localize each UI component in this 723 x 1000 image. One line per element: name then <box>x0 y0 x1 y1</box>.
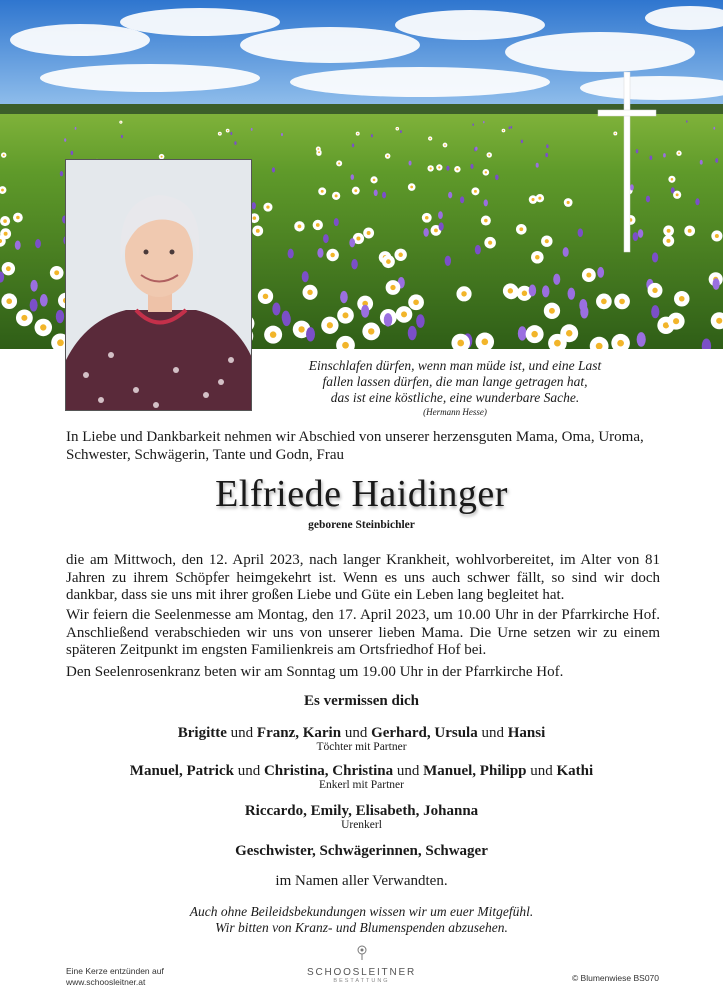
conjunction: und <box>396 763 420 779</box>
mourner-name: Manuel, Patrick <box>129 763 234 779</box>
mourner-name: Christina, Christina <box>263 763 394 779</box>
quote-line: das ist eine köstliche, eine wunderbare Sache. <box>330 390 580 405</box>
mourners-siblings <box>0 842 723 860</box>
mourner-name: Gerhard, Ursula <box>371 725 478 741</box>
conjunction: und <box>344 725 368 741</box>
mourner-role: Enkerl mit Partner <box>319 779 404 791</box>
image-credit: © Blumenwiese BS070 <box>571 973 659 983</box>
logo-name: SCHOOSLEITNER <box>307 967 416 978</box>
mourner-role: Töchter mit Partner <box>316 741 407 753</box>
mourner-name: Riccardo, Emily, Elisabeth, Johanna <box>244 803 479 819</box>
deceased-name: Elfriede Haidinger <box>215 473 508 515</box>
intro-text: In Liebe und Dankbarkeit nehmen wir Abschied von unserer herzensguten Mama, Oma, Uroma, Schwester, Schwägerin, Tante und Godn, Frau <box>66 429 644 463</box>
mourner-name: Manuel, Philipp <box>423 763 527 779</box>
closing-note <box>0 904 723 936</box>
mourner-name: Geschwister, Schwägerinnen, Schwager <box>235 843 488 859</box>
mourner-role: Urenkerl <box>341 819 382 831</box>
hesse-quote <box>280 358 630 419</box>
quote-line: Einschlafen dürfen, wenn man müde ist, und eine Last <box>308 358 602 373</box>
mourner-name: Brigitte <box>177 725 227 741</box>
mourner-name: Franz, Karin <box>256 725 342 741</box>
rosary-paragraph: Den Seelenrosenkranz beten wir am Sonntag um 19.00 Uhr in der Pfarrkirche Hof. <box>66 664 564 680</box>
quote-author: (Hermann Hesse) <box>423 407 487 417</box>
quote-line: fallen lassen dürfen, die man lange getragen hat, <box>322 374 588 389</box>
mourner-name: Kathi <box>556 763 594 779</box>
conjunction: und <box>481 725 504 741</box>
website-link[interactable]: www.schoosleitner.at <box>66 977 146 987</box>
death-notice-paragraph: die am Mittwoch, den 12. April 2023, nach langer Krankheit, wohlvorbereitet, im Alter von 81 Jahren zu ihrem Schöpfer heimgekehrt ist. Wenn es uns auch schwer fällt, so sind wir doch dankbar, dass sie uns mit ihrer großen Liebe und Güte ein Leben lang begleitet hat. <box>66 552 660 603</box>
closing-line: Auch ohne Beileidsbekundungen wissen wir um euer Mitgefühl. <box>189 904 534 919</box>
portrait-photo <box>65 159 252 411</box>
conjunction: und <box>230 725 254 741</box>
maiden-name: geborene Steinbichler <box>308 519 415 531</box>
conjunction: und <box>237 763 261 779</box>
mourners-heading: Es vermissen dich <box>303 693 419 709</box>
funeral-mass-paragraph: Wir feiern die Seelenmesse am Montag, den 17. April 2023, um 10.00 Uhr in der Pfarrkirche Hof. Anschließend verabschieden wir uns von unserer lieben Mama. Die Urne setzen wir zu einem späteren Zeitpunkt im engsten Familienkreis am Ortsfriedhof Hof bei. <box>66 607 660 658</box>
mourner-name: Hansi <box>507 725 546 741</box>
conjunction: und <box>530 763 553 779</box>
logo-subtitle: BESTATTUNG <box>333 978 390 984</box>
flower-logo-icon <box>354 944 370 960</box>
closing-line: Wir bitten von Kranz- und Blumenspenden abzusehen. <box>215 920 508 935</box>
candle-text: Eine Kerze entzünden auf <box>66 966 164 976</box>
relatives-line: im Namen aller Verwandten. <box>275 873 448 889</box>
